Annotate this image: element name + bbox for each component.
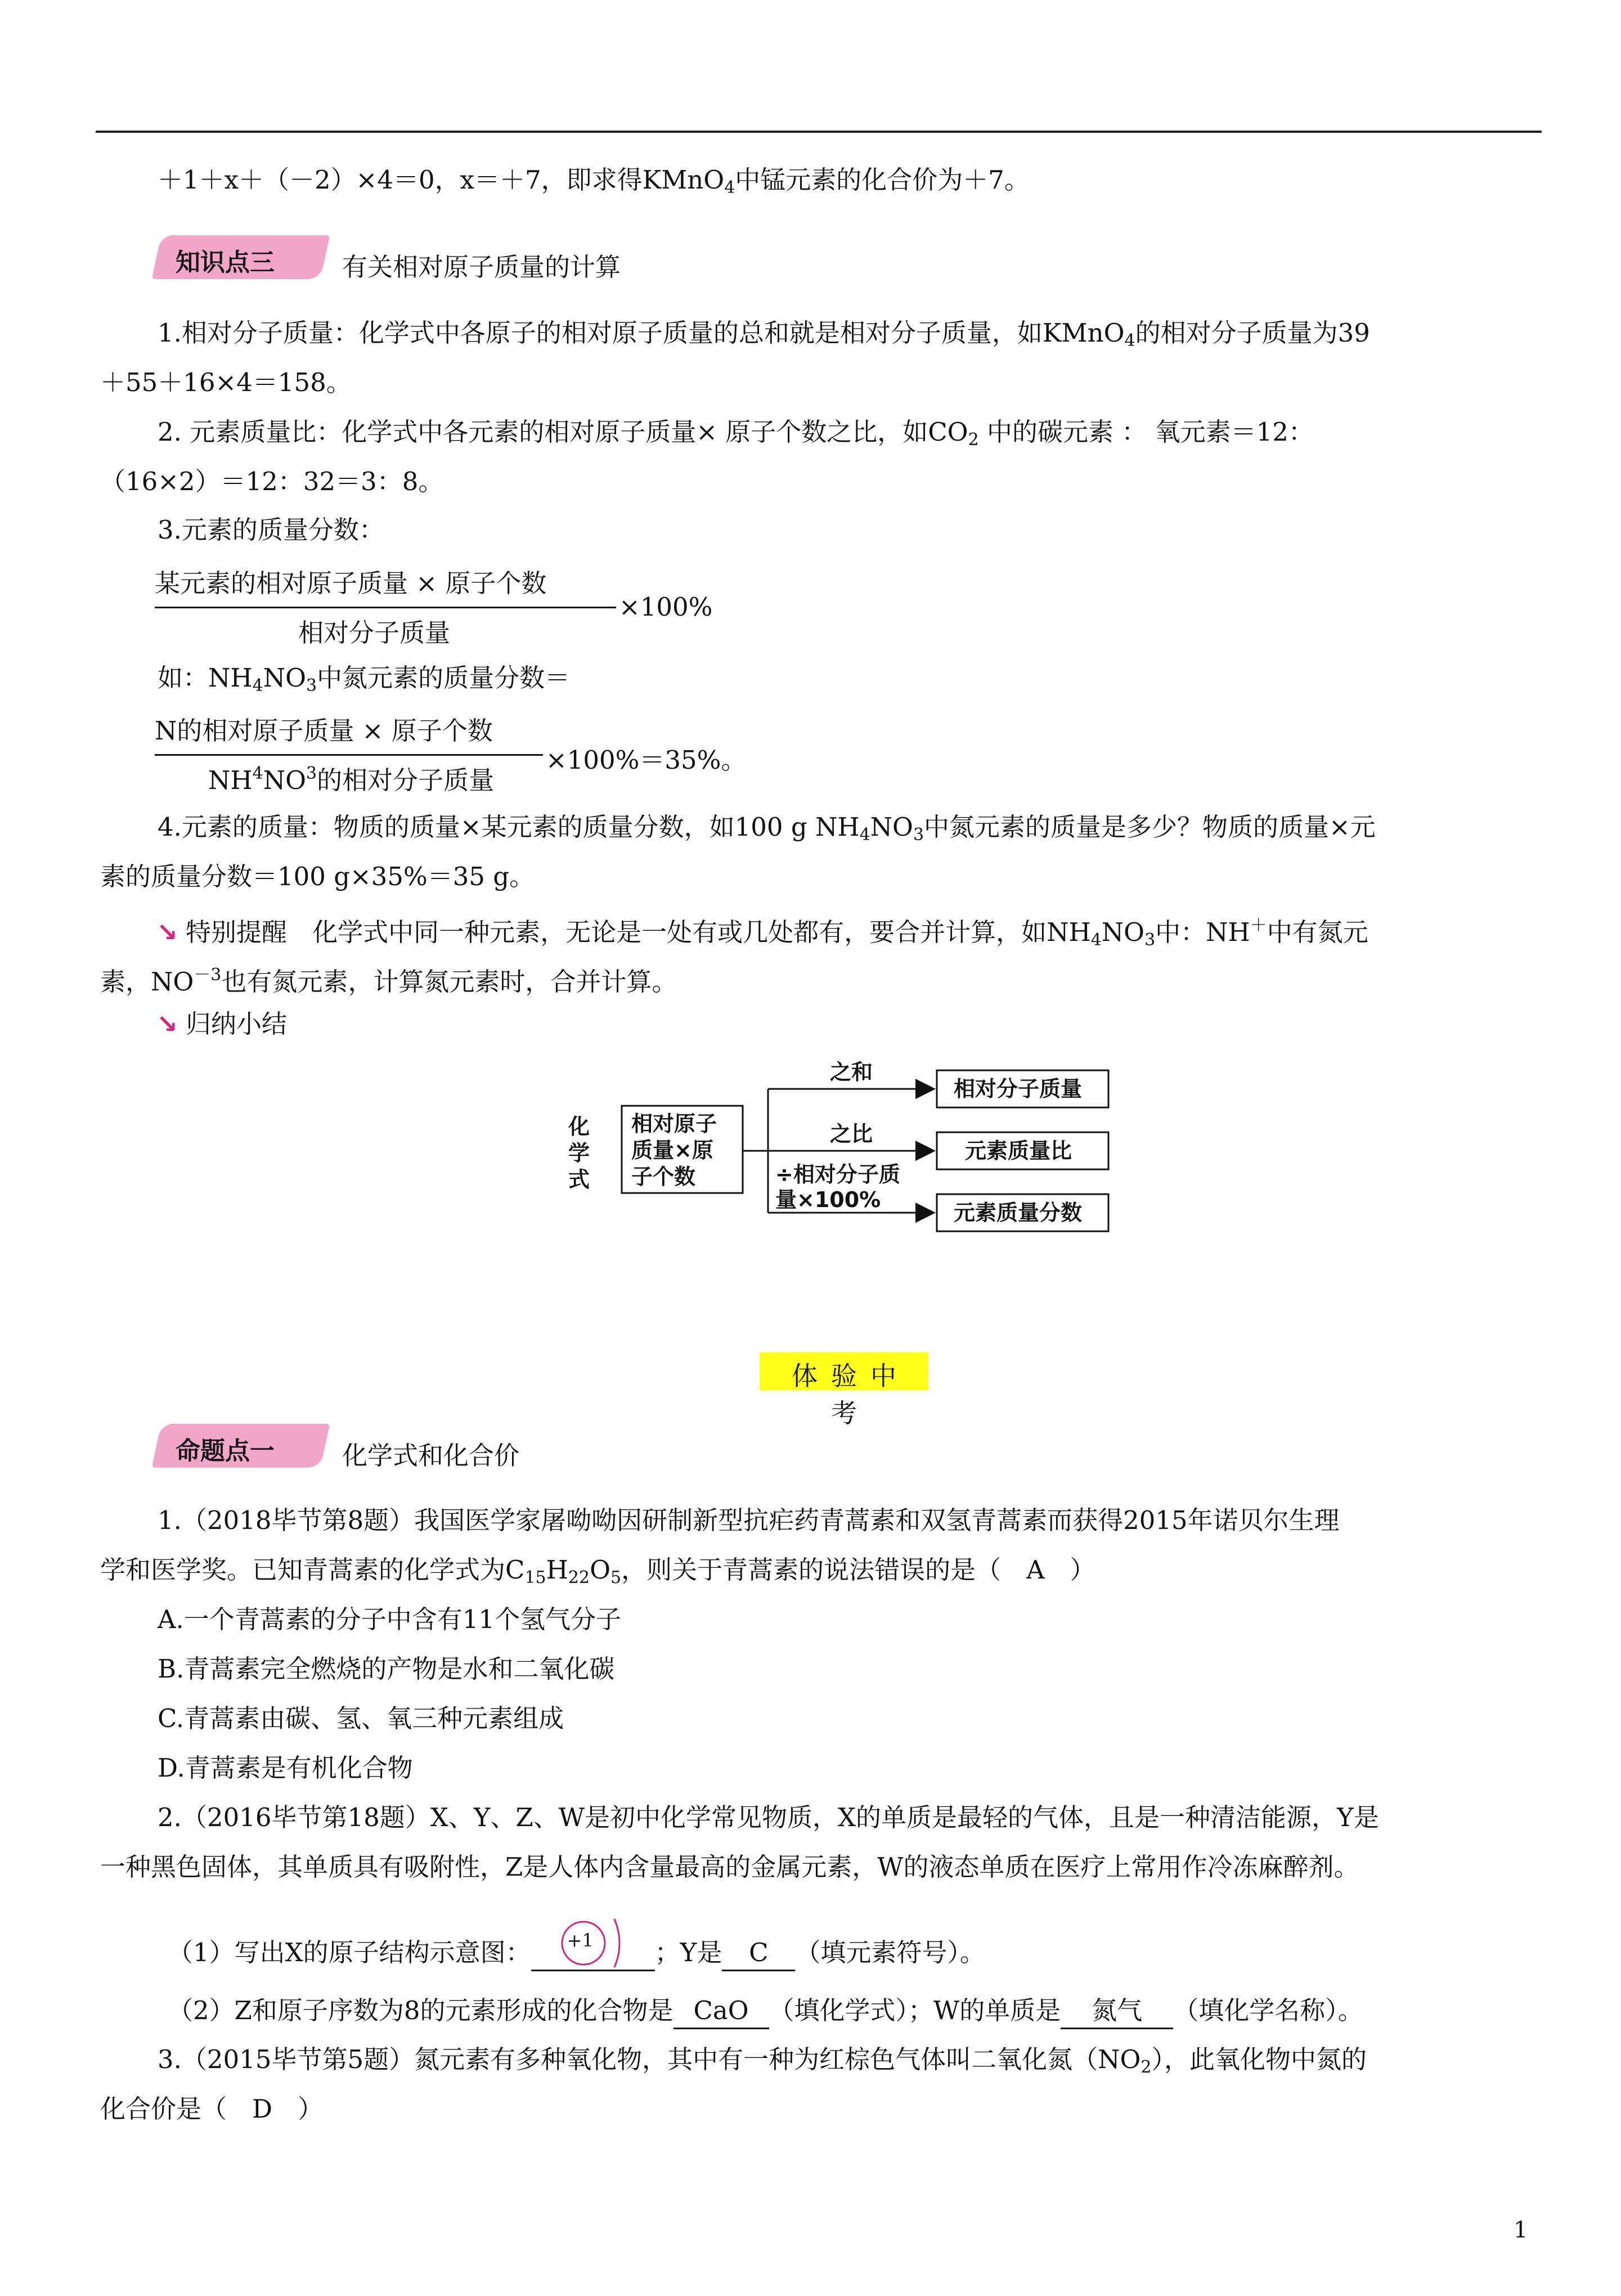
section-tag: 命题点一 xyxy=(176,1437,275,1465)
diagram-middle-text-2: 质量×原 xyxy=(631,1138,713,1163)
section-title: 有关相对原子质量的计算 xyxy=(342,252,621,282)
paragraph-1-cont: ＋55＋16×4＝158。 xyxy=(100,367,352,397)
paragraph-4-cont: 素的质量分数＝100 g×35%＝35 g。 xyxy=(100,862,535,891)
fraction-numerator: 某元素的相对原子质量 × 原子个数 xyxy=(155,568,547,598)
answer-blank: 氮气 xyxy=(1061,1994,1173,2029)
summary-line: ↘ 归纳小结 xyxy=(156,1009,288,1039)
fraction-numerator: N的相对原子质量 × 原子个数 xyxy=(155,716,493,746)
fraction-tail: ×100% xyxy=(619,592,713,622)
diagram-label-ratio: 之比 xyxy=(830,1122,873,1146)
question-1-option-d: D.青蒿素是有机化合物 xyxy=(158,1753,413,1783)
atom-nucleus-label: +1 xyxy=(567,1930,594,1951)
fraction-denominator: $NH^4NO^3$的相对分子质量 xyxy=(208,764,495,795)
paragraph-4: 4.元素的质量：物质的质量×某元素的质量分数，如100 g $NH_4NO_3$中氮元素的质量是多少？物质的质量×元 xyxy=(158,812,1376,845)
page-number: 1 xyxy=(1514,2217,1528,2243)
question-2-cont: 一种黑色固体，其单质具有吸附性，Z是人体内含量最高的金属元素，W的液态单质在医疗上常用作冷冻麻醉剂。 xyxy=(100,1852,1359,1882)
arrow-icon: ↘ xyxy=(156,1009,178,1039)
question-1-option-b: B.青蒿素完全燃烧的产物是水和二氧化碳 xyxy=(158,1654,615,1684)
paragraph-2-cont: （16×2）＝12：32＝3：8。 xyxy=(100,467,444,496)
intro-line: ＋1＋x＋（－2）×4＝0，x＝＋7，即求得KMnO$_4$中锰元素的化合价为＋7。 xyxy=(158,165,1030,198)
section-title: 化学式和化合价 xyxy=(342,1441,520,1470)
example-line: 如：$NH_4NO_3$中氮元素的质量分数＝ xyxy=(158,663,571,696)
section-banner: 体验中考 xyxy=(760,1352,928,1391)
question-3: 3.（2015毕节第5题）氮元素有多种氧化物，其中有一种为红棕色气体叫二氧化氮$(NO_2)$，此氧化物中氮的 xyxy=(158,2044,1367,2077)
section-tag: 知识点三 xyxy=(176,248,275,277)
paragraph-1: 1.相对分子质量：化学式中各原子的相对原子质量的总和就是相对分子质量，如KMnO$_4$的相对分子质量为39 xyxy=(158,318,1370,351)
question-1-cont: 学和医学奖。已知青蒿素的化学式为$C_{15}H_{22}O_5$，则关于青蒿素的说法错误的是（ A ） xyxy=(100,1555,1095,1588)
answer-blank: C xyxy=(722,1936,795,1971)
question-2-part-2: （2）Z和原子序数为8的元素形成的化合物是 CaO （填化学式）；W的单质是 氮气 （填化学名称）。 xyxy=(168,1994,1597,2029)
arrow-icon: ↘ xyxy=(156,917,178,947)
paragraph-3: 3.元素的质量分数： xyxy=(158,515,384,545)
question-1-option-a: A.一个青蒿素的分子中含有11个氢气分子 xyxy=(158,1604,622,1634)
diagram-left-text-2: 学 xyxy=(568,1141,590,1165)
diagram-label-div-2: 量×100% xyxy=(775,1187,881,1212)
diagram-middle-text-3: 子个数 xyxy=(631,1164,696,1189)
diagram-left-text-3: 式 xyxy=(568,1167,590,1192)
diagram-box-1-text: 相对分子质量 xyxy=(954,1077,1083,1101)
diagram-left-text-1: 化 xyxy=(568,1114,590,1139)
answer-blank: CaO xyxy=(673,1994,769,2029)
tip-line-cont: 素，$NO^{-3}$也有氮元素，计算氮元素时，合并计算。 xyxy=(100,965,677,997)
paragraph-2: 2. 元素质量比：化学式中各元素的相对原子质量× 原子个数之比，如$CO_2$ 中的碳元素 ： 氧元素＝12： xyxy=(158,417,1314,450)
diagram-box-3-text: 元素质量分数 xyxy=(954,1200,1083,1225)
tip-line: ↘ 特别提醒 化学式中同一种元素，无论是一处有或几处都有，要合并计算，如$NH_4NO_3$中：NH＋中有氮元 xyxy=(156,916,1368,950)
question-1-option-c: C.青蒿素由碳、氢、氧三种元素组成 xyxy=(158,1703,564,1733)
question-2-part-1: （1）写出X的原子结构示意图： +1 ；Y是 C （填元素符号）。 xyxy=(168,1936,1597,1971)
atom-diagram-blank xyxy=(531,1930,655,1971)
question-3-cont: 化合价是（ D ） xyxy=(100,2094,324,2124)
diagram-label-div-1: ÷相对分子质 xyxy=(775,1162,900,1187)
diagram-box-2-text: 元素质量比 xyxy=(965,1138,1072,1163)
fraction-denominator: 相对分子质量 xyxy=(298,618,451,648)
fraction-tail: ×100%＝35%。 xyxy=(546,745,747,775)
diagram-label-sum: 之和 xyxy=(830,1060,873,1084)
diagram-middle-text-1: 相对原子 xyxy=(631,1111,717,1136)
question-1: 1.（2018毕节第8题）我国医学家屠呦呦因研制新型抗疟药青蒿素和双氢青蒿素而获得2015年诺贝尔生理 xyxy=(158,1505,1340,1535)
question-2: 2.（2016毕节第18题）X、Y、Z、W是初中化学常见物质，X的单质是最轻的气体，且是一种清洁能源，Y是 xyxy=(158,1802,1379,1832)
